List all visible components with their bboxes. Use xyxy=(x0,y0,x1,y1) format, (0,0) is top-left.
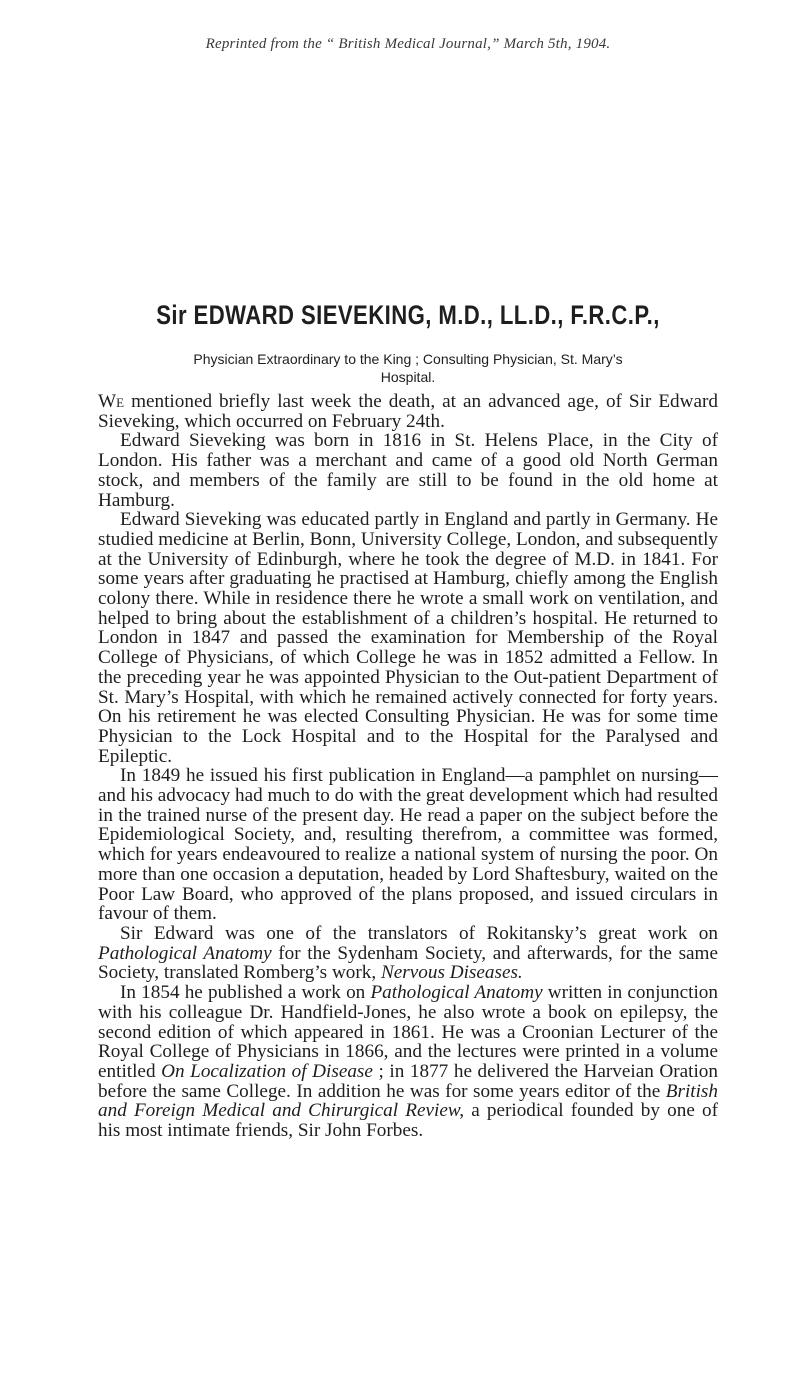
subtitle-line-1: Physician Extraordinary to the King ; Consulting Physician, St. Mary’s xyxy=(193,351,623,367)
paragraph-5-text-a: Sir Edward was one of the translators of Rokitansky’s great work on xyxy=(120,922,718,944)
paragraph-6-text-b: written in conjunction with his colleague Dr. Handfield-Jones, he also wrote a book on epilepsy, the second edition of which appeared in 1861. He was a Croonian Lecturer of the Royal College of Physicians in 1866, and the lectures were printed in a volume entitled xyxy=(98,982,718,1082)
obituary-title: Sir EDWARD SIEVEKING, M.D., LL.D., F.R.C.P., xyxy=(156,300,660,330)
paragraph-5-italic-2: Nervous Diseases. xyxy=(380,962,523,984)
paragraph-1-text: mentioned briefly last week the death, at an advanced age, of Sir Edward Sieveking, which occurred on February 24th. xyxy=(98,391,718,432)
paragraph-6-text-c: ; in 1877 he delivered the Harveian Oration before the same College. In addition he was for some years editor of the xyxy=(98,1060,718,1102)
paragraph-6-italic-2: On Localization of Disease xyxy=(161,1060,373,1082)
paragraph-6 xyxy=(98,983,718,1141)
paragraph-5 xyxy=(98,924,718,983)
paragraph-4: In 1849 he issued his first publication in England—a pamphlet on nursing—and his advocacy had much to do with the great development which had resulted in the trained nurse of the present day. He read a paper on the subject before the Epidemiological Society, and, resulting therefrom, a committee was formed, which for years endeavoured to realize a national system of nursing the poor. On more than one occasion a deputation, headed by Lord Shaftesbury, waited on the Poor Law Board, who approved of the plans proposed, and issued circulars in favour of them. xyxy=(98,765,718,925)
paragraph-6-text-d: a periodical founded by one of his most intimate friends, Sir John Forbes. xyxy=(98,1100,718,1142)
paragraph-3: Edward Sieveking was educated partly in England and partly in Germany. He studied medicine at Berlin, Bonn, University College, London, and subsequently at the University of Edinburgh, where he took the degree of M.D. in 1841. For some years after graduating he practised at Hamburg, chiefly among the English colony there. While in residence there he wrote a small work on ventilation, and helped to bring about the establishment of a children’s hospital. He returned to London in 1847 and passed the examination for Membership of the Royal College of Physicians, of which College he was in 1852 admitted a Fellow. In the preceding year he was appointed Physician to the Out-patient Department of St. Mary’s Hospital, with which he remained actively connected for forty years. On his retirement he was elected Consulting Physician. He was for some time Physician to the Lock Hospital and to the Hospital for the Paralysed and Epileptic. xyxy=(98,509,718,767)
subtitle-line-2: Hospital. xyxy=(380,369,436,385)
paragraph-6-text-a: In 1854 he published a work on xyxy=(120,982,371,1004)
paragraph-6-italic-3: British and Foreign Medical and Chirurgical Review, xyxy=(98,1080,718,1122)
paragraph-1 xyxy=(98,392,718,431)
obituary-body xyxy=(98,392,718,1141)
obituary-subtitle xyxy=(98,350,718,386)
paragraph-2: Edward Sieveking was born in 1816 in St. Helens Place, in the City of London. His father was a merchant and came of a good old North German stock, and members of the family are still to be found in the old home at Hamburg. xyxy=(98,430,718,511)
paragraph-6-italic-1: Pathological Anatomy xyxy=(370,982,543,1004)
paragraph-5-text-b: for the Sydenham Society, and afterwards, for the same Society, translated Romberg’s work, xyxy=(98,942,718,984)
paragraph-5-italic-1: Pathological Anatomy xyxy=(98,942,272,964)
paragraph-1-lead: We xyxy=(98,391,125,412)
reprint-note: Reprinted from the “ British Medical Journal,” March 5th, 1904. xyxy=(205,36,611,52)
